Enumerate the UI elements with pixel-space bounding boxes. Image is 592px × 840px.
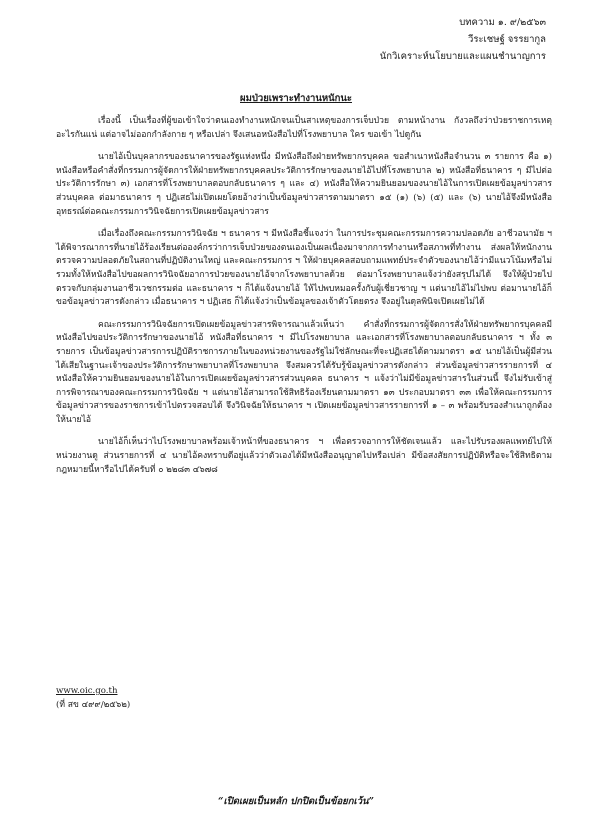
document-number: บทความ ๑. ๙/๒๕๖๓ (459, 17, 546, 28)
paragraph: เรื่องนี้ เป็นเรื่องที่ผู้ขอเข้าใจว่าตนเองทำงานหนักจนเป็นสาเหตุของการเจ็บป่วย ตามหน้างาน กังวลถึงว่าป่วยราชการเหตุอะไรกันแน่ แต่อาจไม่ออกกำลังกาย ๆ หรือเปล่า จึงเสนอหนังสือไปที่โรงพยาบาล ใคร ขอเข้า ไปดูกัน (56, 116, 552, 140)
paragraph: คณะกรรมการวินิจฉัยการเปิดเผยข้อมูลข่าวสารพิจารณาแล้วเห็นว่า คำสั่งที่กรรมการผู้จัดการสั่งให้ฝ่ายทรัพยากรบุคคลมีหนังสือไปขอประวัติการรักษาของนายไอ้ หนังสือที่ธนาคาร ฯ มีไปโรงพยาบาล และเอกสารที่โรงพยาบาลตอบกลับธนาคาร ฯ ทั้ง ๓ รายการ เป็นข้อมูลข่าวสารการปฏิบัติราชการภายในของหน่วยงานของรัฐไม่ใช่ลักษณะที่จะปฏิเสธได้ตามมาตรา ๑๕ นายไอ้เป็นผู้มีส่วนได้เสียในฐานะเจ้าของประวัติการรักษาพยาบาลที่โรงพยาบาล จึงสมควรได้รับรู้ข้อมูลข่าวสารดังกล่าว ส่วนข้อมูลข่าวสารรายการที่ ๔ หนังสือให้ความยินยอมของนายไอ้ในการเปิดเผยข้อมูลข่าวสารส่วนบุคคล ธนาคาร ฯ แจ้งว่าไม่มีข้อมูลข่าวสารในส่วนนี้ จึงไม่รับเข้าสู่การพิจารณาของคณะกรรมการวินิจฉัย ฯ แต่นายไอ้สามารถใช้สิทธิร้องเรียนตามมาตรา ๑๓ ประกอบมาตรา ๓๓ เพื่อให้คณะกรรมการข้อมูลข่าวสารของราชการเข้าไปตรวจสอบได้ จึงวินิจฉัยให้ธนาคาร ฯ เปิดเผยข้อมูลข่าวสารรายการที่ ๑ – ๓ พร้อมรับรองสำเนาถูกต้องให้นายไอ้ (56, 319, 552, 425)
author-name: วีระเชษฐ์ จรรยากูล (467, 34, 546, 45)
website-link[interactable]: www.oic.go.th (56, 686, 118, 696)
article-title-text: ผมป่วยเพราะทำงานหนักนะ (240, 93, 352, 104)
author-position: นักวิเคราะห์นโยบายและแผนชำนาญการ (379, 51, 546, 62)
paragraph: นายไอ้ก็เห็นว่าไปโรงพยาบาลพร้อมเจ้าหน้าที่ของธนาคาร ฯ เพื่อตรวจอาการให้ชัดเจนแล้ว และไปรับรองผลแพทย์ไปให้หน่วยงานดู ส่วนรายการที่ ๔ นายไอ้คงทราบดีอยู่แล้วว่าตัวเองได้มีหนังสืออนุญาตไปหรือเปล่า มีข้อสงสัยการปฏิบัติหรือจะใช้สิทธิตามกฎหมายนี้หารือไปได้ครับที่ ๐ ๒๒๘๓ ๔๖๗๘ (56, 437, 552, 475)
article-body (56, 115, 552, 486)
paragraph: เมื่อเรื่องถึงคณะกรรมการวินิจฉัย ฯ ธนาคาร ฯ มีหนังสือชี้แจงว่า ในการประชุมคณะกรรมการความปลอดภัย อาชีวอนามัย ฯ ได้พิจารณาการที่นายไอ้ร้องเรียนต่อองค์กรว่าการเจ็บป่วยของตนเองเป็นผลเนื่องมาจากการทำงานหรือสภาพที่ทำงาน ส่งผลให้หนักงานตรวจความปลอดภัยในสถานที่ปฏิบัติงานใหญ่ และคณะกรรมการ ฯ ให้ฝ่ายบุคคลสอบถามแพทย์ประจำตัวของนายไอ้ว่ามีแนวโน้มหรือไม่ รวมทั้งให้หนังสือไปขอผลการวินิจฉัยอาการป่วยของนายไอ้จากโรงพยาบาลด้วย ต่อมาโรงพยาบาลแจ้งว่ายังสรุปไม่ได้ จึงให้ผู้ป่วยไปตรวจกับกลุ่มงานอาชีวเวชกรรมต่อ และธนาคาร ฯ ก็ได้แจ้งนายไอ้ ให้ไปพบหมอครั้งกับผู้เชี่ยวชาญ ฯ แต่นายไอ้ไม่ไปพบ ต่อมานายไอ้ก็ขอข้อมูลข่าวสารดังกล่าว เมื่อธนาคาร ฯ ปฏิเสธ ก็ได้แจ้งว่าเป็นข้อมูลของเจ้าตัวโดยตรง จึงอยู่ในดุลพินิจเปิดเผยไม่ได้ (56, 229, 552, 308)
header-block (336, 14, 546, 65)
footer-block (56, 684, 130, 712)
article-title (0, 91, 592, 106)
paragraph: นายไอ้เป็นบุคลากรของธนาคารของรัฐแห่งหนึ่ง มีหนังสือถึงฝ่ายทรัพยากรบุคคล ขอสำเนาหนังสือจำนวน ๓ รายการ คือ ๑) หนังสือหรือคำสั่งที่กรรมการผู้จัดการให้ฝ่ายทรัพยากรบุคคลประวัติการรักษาของนายไอ้ไปที่โรงพยาบาล ๒) หนังสือที่ธนาคาร ๆ มีไปต่อประวัติการรักษา ๓) เอกสารที่โรงพยาบาลตอบกลับธนาคาร ๆ และ ๔) หนังสือให้ความยินยอมของนายไอ้ในการเปิดเผยข้อมูลข่าวสารส่วนบุคคล ต่อมาธนาคาร ๆ ปฏิเสธไม่เปิดเผยโดยอ้างว่าเป็นข้อมูลข่าวสารตามมาตรา ๑๕ (๑) (๖) (๕) และ (๖) นายไอ้จึงมีหนังสืออุทธรณ์ต่อคณะกรรมการวินิจฉัยการเปิดเผยข้อมูลข่าวสาร (56, 152, 552, 217)
slogan: “เปิดเผยเป็นหลัก ปกปิดเป็นข้อยกเว้น” (217, 796, 375, 807)
reference-number: (ที่ สข ๔๙๙/๒๕๖๒) (56, 700, 131, 710)
